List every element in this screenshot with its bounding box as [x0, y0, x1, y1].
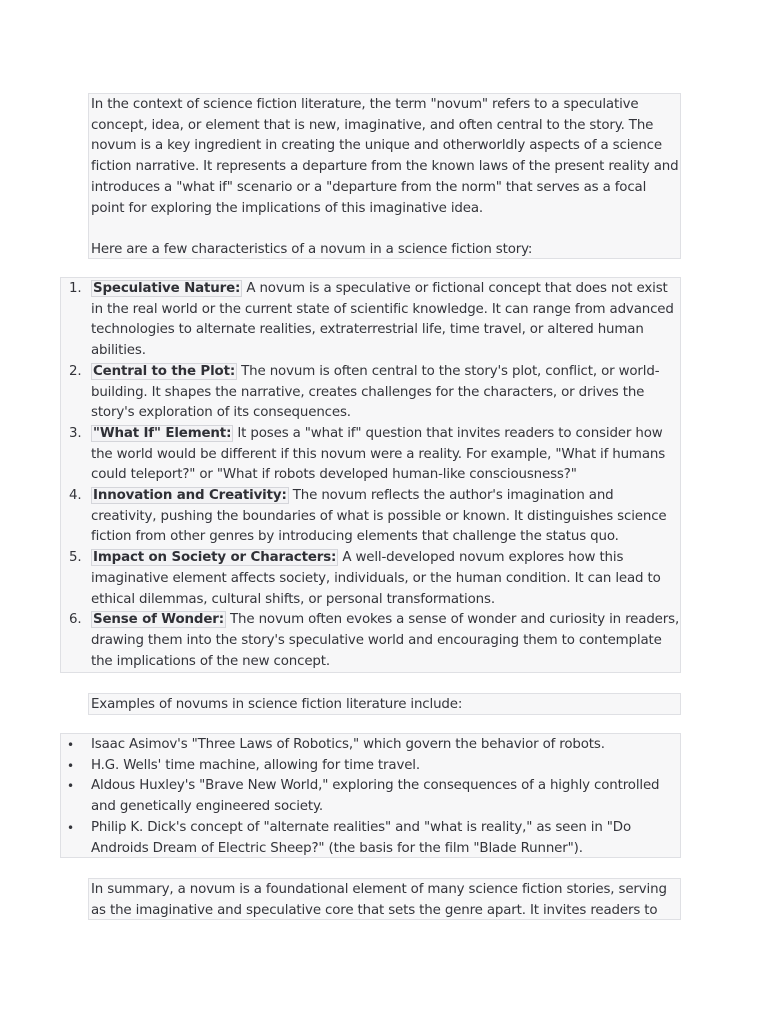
example-text: Philip K. Dick's concept of "alternate realities" and "what is reality," as seen in "Do Androids Dream of Electric Sheep?" (the basis for the film "Blade Runner"). [91, 819, 631, 856]
bullet-icon: • [67, 779, 74, 794]
list-item [61, 756, 680, 777]
bullet-icon: • [67, 738, 74, 752]
list-number: 6. [69, 612, 82, 628]
summary-paragraph: In summary, a novum is a foundational element of many science fiction stories, serving as the imaginative and speculative core that sets the genre apart. It invites readers to [91, 882, 667, 918]
bullet-icon: • [67, 820, 74, 835]
list-number: 1. [69, 281, 82, 296]
bullet-icon: • [67, 758, 74, 773]
examples-heading: Examples of novums in science fiction literature include: [91, 697, 463, 712]
list-number: 2. [69, 363, 82, 379]
list-number: 5. [69, 550, 82, 566]
intro-paragraph: In the context of science fiction literature, the term "novum" refers to a speculative concept, idea, or element that is new, imaginative, and often central to the story. The novum is a key ingredient in creating the unique and otherworldly aspects of a science fiction narrative. It represents a departure from the known laws of the present reality and introduces a "what if" scenario or a "departure from the norm" that serves as a focal point for exploring the implications of this imaginative idea. [91, 97, 679, 216]
examples-list-section [60, 733, 681, 858]
list-number: 3. [69, 425, 82, 441]
list-item [61, 776, 680, 817]
characteristic-term: "What If" Element: [93, 425, 232, 441]
characteristic-term: Sense of Wonder: [93, 612, 224, 628]
list-item [61, 486, 680, 548]
list-item [61, 424, 680, 486]
list-item [61, 362, 680, 424]
list-item [61, 735, 680, 756]
example-text: Isaac Asimov's "Three Laws of Robotics," which govern the behavior of robots. [91, 737, 605, 752]
list-item [61, 818, 680, 859]
characteristics-list-section [60, 277, 681, 673]
examples-list [61, 735, 680, 859]
characteristic-term: Speculative Nature: [93, 281, 241, 296]
characteristic-term: Impact on Society or Characters: [93, 550, 337, 566]
example-text: Aldous Huxley's "Brave New World," exploring the consequences of a highly controlled and genetically engineered society. [91, 778, 660, 815]
examples-heading-section [88, 693, 681, 715]
list-item [61, 279, 680, 362]
characteristic-description: A well-developed novum explores how this imaginative element affects society, individuals, or the human condition. It can lead to ethical dilemmas, cultural shifts, or personal transformations. [91, 550, 661, 607]
characteristic-description: A novum is a speculative or fictional concept that does not exist in the real world or the current state of scientific knowledge. It can range from advanced technologies to alternate realities, extraterrestrial life, time travel, or altered human abilities. [91, 281, 674, 359]
characteristic-term: Central to the Plot: [93, 363, 236, 379]
summary-section [88, 878, 681, 920]
characteristics-lead-in: Here are a few characteristics of a novum in a science fiction story: [91, 241, 533, 257]
characteristic-description: The novum is often central to the story's plot, conflict, or world-building. It shapes the narrative, creates challenges for the characters, or drives the story's exploration of its consequences. [91, 363, 660, 421]
example-text: H.G. Wells' time machine, allowing for time travel. [91, 757, 420, 773]
characteristic-description: The novum reflects the author's imagination and creativity, pushing the boundaries of what is possible or known. It distinguishes science fiction from other genres by introducing elements that challenge the status quo. [91, 488, 667, 545]
characteristics-list [61, 279, 680, 672]
list-item [61, 548, 680, 610]
characteristic-term: Innovation and Creativity: [93, 488, 287, 504]
list-item [61, 610, 680, 672]
characteristic-description: It poses a "what if" question that invites readers to consider how the world would be different if this novum were a reality. For example, "What if humans could teleport?" or "What if robots developed human-like consciousness?" [91, 425, 666, 483]
paragraph-gap [91, 219, 680, 240]
intro-section [88, 93, 681, 259]
list-number: 4. [69, 488, 82, 504]
characteristic-description: The novum often evokes a sense of wonder and curiosity in readers, drawing them into the story's speculative world and encouraging them to contemplate the implications of the new concept. [91, 612, 680, 669]
